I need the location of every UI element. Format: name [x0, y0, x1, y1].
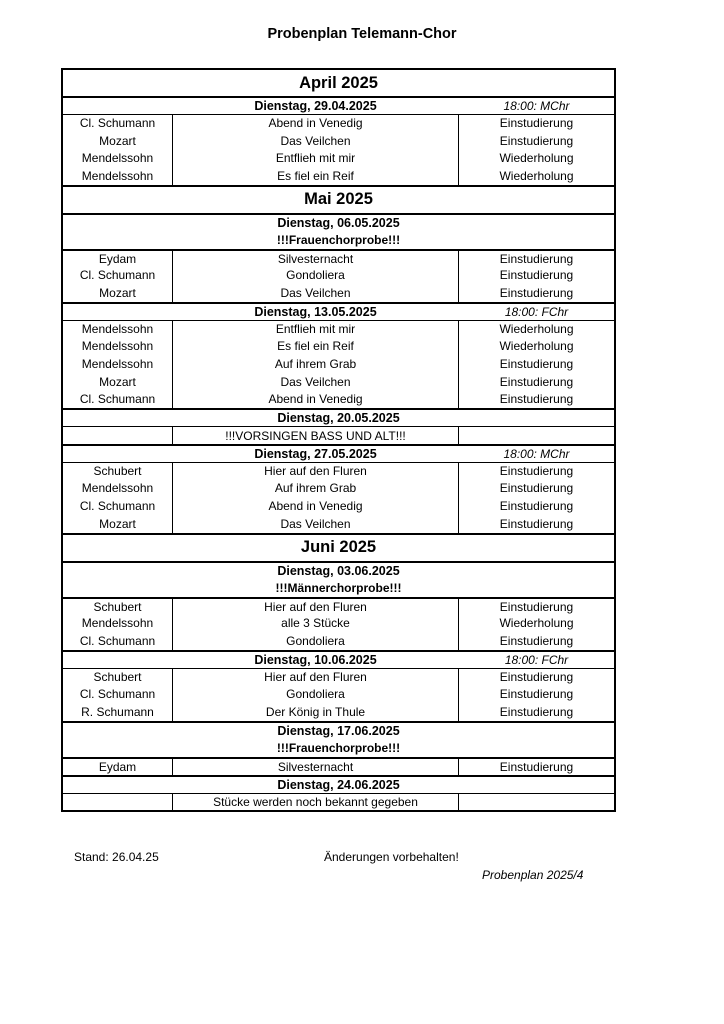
- piece-cell: Das Veilchen: [173, 373, 459, 391]
- composer-cell: Schubert: [63, 599, 173, 615]
- status-cell: Wiederholung: [499, 616, 574, 631]
- composer-cell: Schubert: [63, 463, 173, 480]
- table-row: [63, 266, 614, 284]
- table-row: [63, 757, 614, 775]
- composer-cell: Cl. Schumann: [63, 632, 173, 650]
- composer-cell: Mozart: [63, 132, 173, 150]
- piece-cell: Entflieh mit mir: [173, 149, 459, 167]
- status-cell: Einstudierung: [499, 392, 574, 407]
- session-date: Dienstag, 27.05.2025: [254, 446, 377, 461]
- session-date-row: [63, 561, 614, 579]
- status-cell: Einstudierung: [499, 133, 574, 148]
- piece-cell: Hier auf den Fluren: [173, 599, 459, 615]
- table-row: [63, 355, 614, 373]
- status-cell: Einstudierung: [499, 464, 574, 479]
- composer-cell: Mozart: [63, 515, 173, 533]
- rehearsal-schedule-table: [61, 68, 616, 812]
- table-row: [63, 497, 614, 515]
- composer-cell: Cl. Schumann: [63, 266, 173, 284]
- composer-cell: Eydam: [63, 759, 173, 775]
- footer-stand: Stand: 26.04.25: [74, 850, 159, 864]
- footer-doc-id: Probenplan 2025/4: [482, 868, 584, 882]
- table-row: [63, 685, 614, 703]
- page-title: Probenplan Telemann-Chor: [267, 26, 457, 42]
- table-row: [63, 373, 614, 391]
- status-cell: Einstudierung: [499, 116, 574, 131]
- status-cell: Einstudierung: [499, 499, 574, 514]
- piece-cell: Der König in Thule: [173, 703, 459, 721]
- table-row: [63, 249, 614, 267]
- table-row: [63, 480, 614, 498]
- piece-cell: Abend in Venedig: [173, 391, 459, 409]
- session-date-row: [63, 408, 614, 426]
- table-row: [63, 114, 614, 132]
- composer-cell: Mozart: [63, 284, 173, 302]
- session-date-row: [63, 444, 614, 462]
- table-row: [63, 149, 614, 167]
- session-note: !!!Frauenchorprobe!!!: [276, 232, 401, 247]
- composer-cell: Eydam: [63, 251, 173, 267]
- status-cell: Einstudierung: [499, 374, 574, 389]
- table-row: [63, 632, 614, 650]
- status-cell: [459, 794, 614, 811]
- status-cell: Einstudierung: [499, 687, 574, 702]
- composer-cell: Cl. Schumann: [63, 685, 173, 703]
- session-date-row: [63, 721, 614, 739]
- session-time: 18:00: MChr: [503, 99, 570, 113]
- composer-cell: [63, 427, 173, 444]
- piece-cell: Auf ihrem Grab: [173, 355, 459, 373]
- piece-cell: Es fiel ein Reif: [173, 338, 459, 356]
- composer-cell: Mendelssohn: [63, 167, 173, 185]
- composer-cell: Cl. Schumann: [63, 391, 173, 409]
- table-row: [63, 597, 614, 615]
- session-date-row: [63, 650, 614, 668]
- piece-cell: Silvesternacht: [173, 251, 459, 267]
- composer-cell: Mendelssohn: [63, 149, 173, 167]
- piece-cell: Das Veilchen: [173, 515, 459, 533]
- status-cell: Wiederholung: [499, 168, 574, 183]
- piece-cell: Entflieh mit mir: [173, 321, 459, 338]
- piece-cell: Abend in Venedig: [173, 497, 459, 515]
- session-date: Dienstag, 03.06.2025: [277, 563, 400, 578]
- session-date-row: [63, 96, 614, 114]
- composer-cell: Mendelssohn: [63, 355, 173, 373]
- composer-cell: [63, 794, 173, 811]
- status-cell: Wiederholung: [499, 322, 574, 337]
- composer-cell: Mendelssohn: [63, 338, 173, 356]
- status-cell: Einstudierung: [499, 633, 574, 648]
- status-cell: Wiederholung: [499, 151, 574, 166]
- status-cell: Einstudierung: [499, 759, 574, 774]
- status-cell: Einstudierung: [499, 251, 574, 266]
- table-row: [63, 167, 614, 185]
- table-row: [63, 391, 614, 409]
- session-date-row: [63, 775, 614, 793]
- piece-cell: Silvesternacht: [173, 759, 459, 775]
- composer-cell: Mendelssohn: [63, 614, 173, 632]
- session-date: Dienstag, 29.04.2025: [254, 99, 377, 113]
- table-row: [63, 462, 614, 480]
- piece-cell: Gondoliera: [173, 685, 459, 703]
- composer-cell: Cl. Schumann: [63, 115, 173, 132]
- session-date-row: [63, 302, 614, 320]
- session-time: 18:00: MChr: [503, 446, 570, 461]
- month-header: April 2025: [299, 73, 378, 92]
- piece-cell: Hier auf den Fluren: [173, 463, 459, 480]
- status-cell: Einstudierung: [499, 704, 574, 719]
- status-cell: Einstudierung: [499, 357, 574, 372]
- status-cell: Einstudierung: [499, 599, 574, 614]
- piece-cell: Gondoliera: [173, 266, 459, 284]
- table-row: [63, 284, 614, 302]
- table-row: [63, 338, 614, 356]
- session-note: !!!Männerchorprobe!!!: [275, 580, 402, 595]
- status-cell: Einstudierung: [499, 516, 574, 531]
- piece-cell: Das Veilchen: [173, 132, 459, 150]
- table-row: [63, 132, 614, 150]
- table-row: [63, 793, 614, 811]
- composer-cell: R. Schumann: [63, 703, 173, 721]
- session-note: !!!Frauenchorprobe!!!: [276, 740, 401, 755]
- piece-cell: !!!VORSINGEN BASS UND ALT!!!: [173, 427, 459, 444]
- composer-cell: Schubert: [63, 669, 173, 686]
- session-date: Dienstag, 24.06.2025: [277, 777, 400, 792]
- session-date-row: [63, 213, 614, 231]
- composer-cell: Mendelssohn: [63, 321, 173, 338]
- session-date: Dienstag, 13.05.2025: [254, 304, 377, 319]
- status-cell: [459, 427, 614, 444]
- table-row: [63, 515, 614, 533]
- piece-cell: Gondoliera: [173, 632, 459, 650]
- table-row: [63, 614, 614, 632]
- table-row: [63, 320, 614, 338]
- footer-notice: Änderungen vorbehalten!: [324, 850, 459, 864]
- piece-cell: Hier auf den Fluren: [173, 669, 459, 686]
- status-cell: Einstudierung: [499, 268, 574, 283]
- session-date: Dienstag, 06.05.2025: [277, 215, 400, 230]
- status-cell: Einstudierung: [499, 481, 574, 496]
- session-date: Dienstag, 17.06.2025: [277, 723, 400, 738]
- composer-cell: Mendelssohn: [63, 480, 173, 498]
- piece-cell: Abend in Venedig: [173, 115, 459, 132]
- session-date: Dienstag, 20.05.2025: [277, 411, 400, 426]
- session-time: 18:00: FChr: [504, 652, 569, 667]
- month-header: Mai 2025: [63, 185, 614, 213]
- session-time: 18:00: FChr: [504, 304, 569, 319]
- composer-cell: Cl. Schumann: [63, 497, 173, 515]
- table-row: [63, 703, 614, 721]
- status-cell: Einstudierung: [499, 670, 574, 685]
- status-cell: Wiederholung: [499, 339, 574, 354]
- table-row: [63, 668, 614, 686]
- session-date: Dienstag, 10.06.2025: [254, 652, 377, 667]
- piece-cell: Auf ihrem Grab: [173, 480, 459, 498]
- piece-cell: alle 3 Stücke: [173, 614, 459, 632]
- month-header: Juni 2025: [63, 533, 614, 561]
- piece-cell: Stücke werden noch bekannt gegeben: [173, 794, 459, 811]
- composer-cell: Mozart: [63, 373, 173, 391]
- piece-cell: Das Veilchen: [173, 284, 459, 302]
- status-cell: Einstudierung: [499, 285, 574, 300]
- piece-cell: Es fiel ein Reif: [173, 167, 459, 185]
- table-row: [63, 426, 614, 444]
